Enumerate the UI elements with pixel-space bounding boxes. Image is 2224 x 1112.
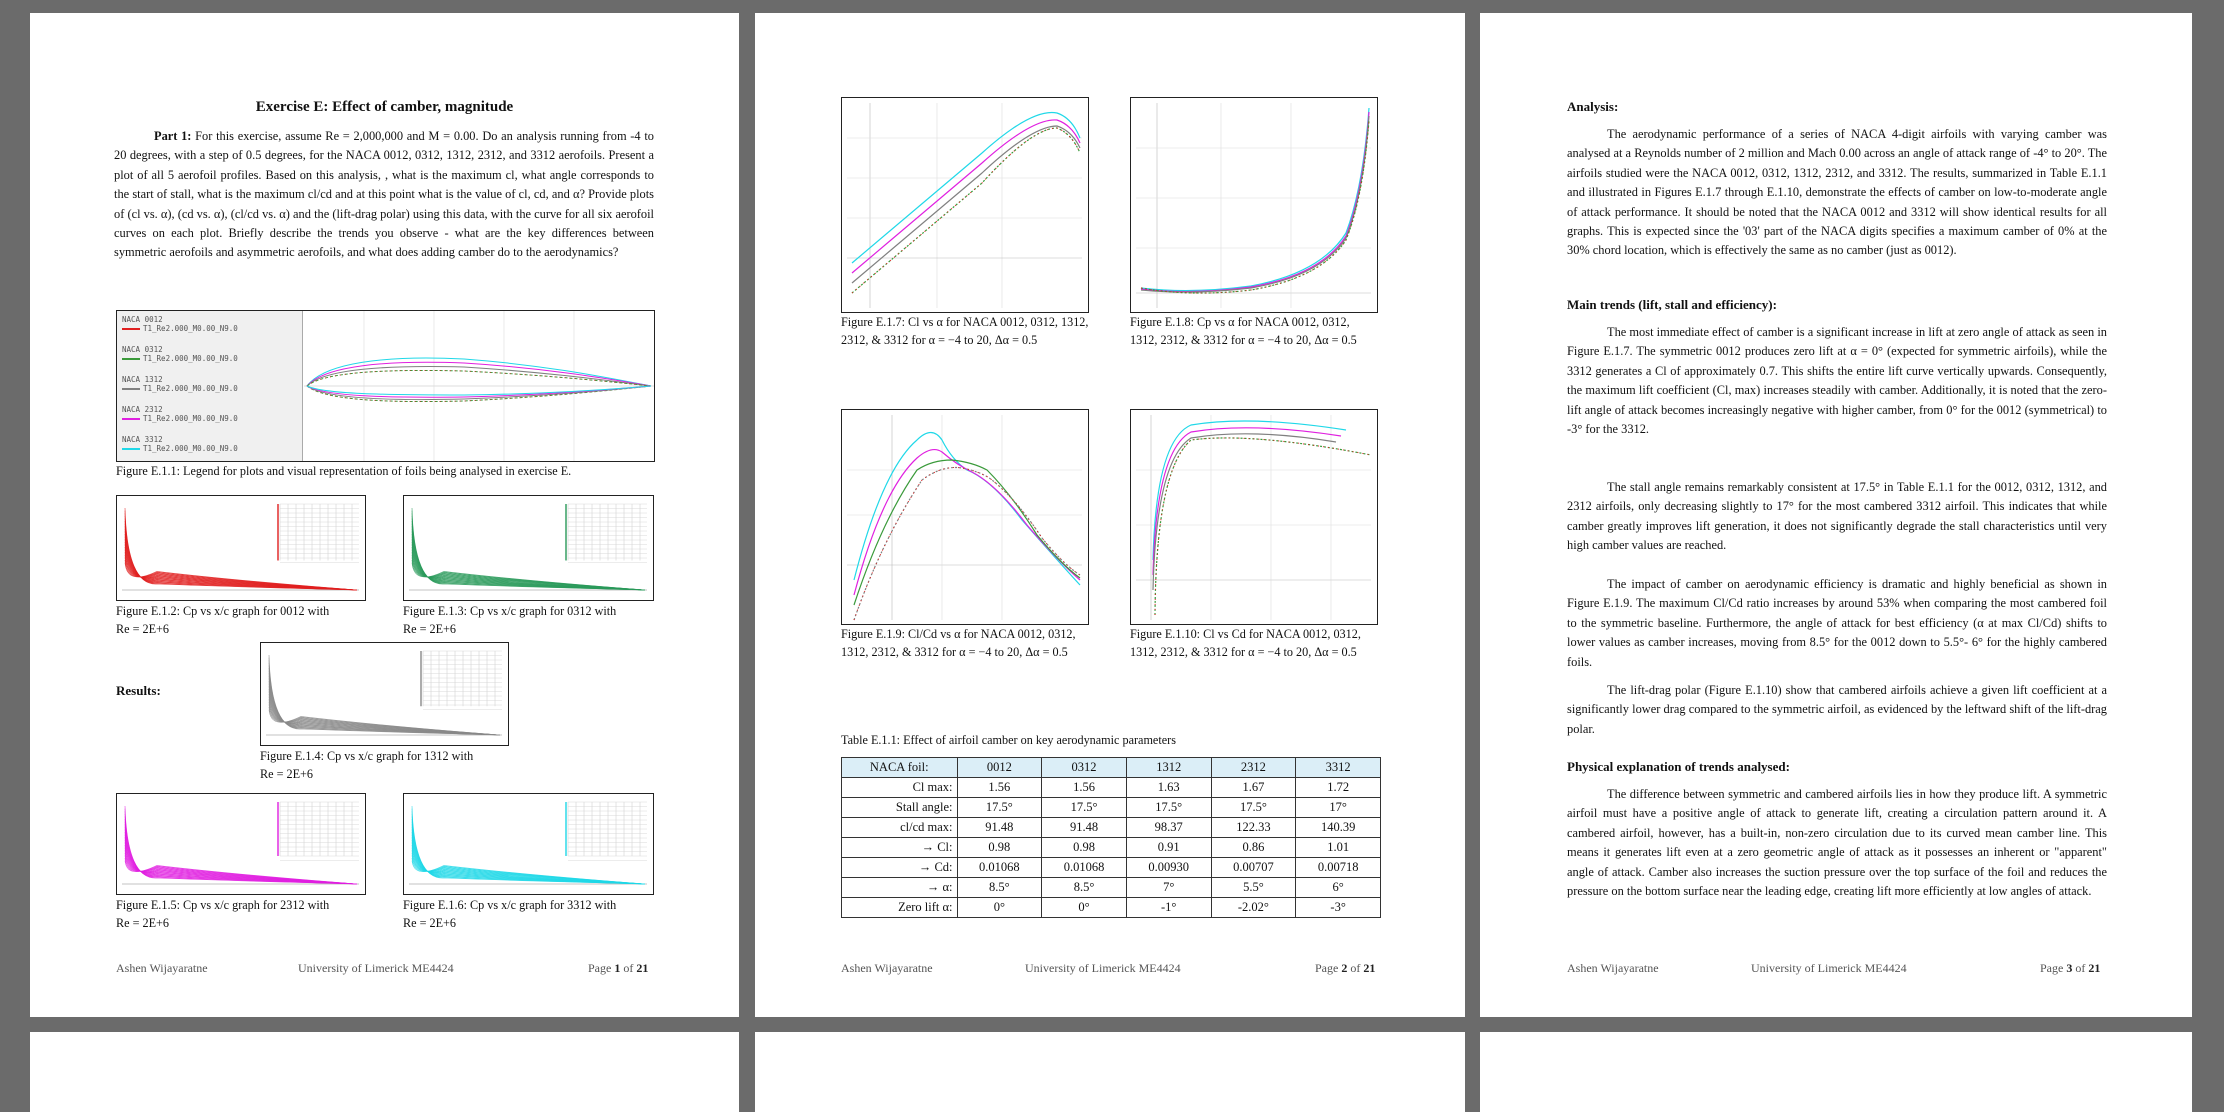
table-caption: Table E.1.1: Effect of airfoil camber on key aerodynamic parameters [841,733,1176,747]
legend-swatch [122,388,140,390]
legend-run-label: T1_Re2.000_M0.00_N9.0 [143,384,238,393]
cp-plot-0012 [116,495,366,601]
table-cell: 1.63 [1126,778,1211,798]
figure-e13-caption-line2: Re = 2E+6 [403,622,457,636]
results-heading: Results: [116,683,161,698]
table-row [842,878,1381,898]
figure-e110-caption: Figure E.1.10: Cl vs Cd for NACA 0012, 0312, 1312, 2312, & 3312 for α = −4 to 20, Δα = 0.5 [1130,627,1361,659]
part1-paragraph [114,127,654,263]
figure-e15-caption-line2: Re = 2E+6 [116,916,170,930]
cp-plot-3312 [403,793,654,895]
table-row [842,798,1381,818]
table-cell: 17.5° [1211,798,1296,818]
cp-plot-1312 [260,642,509,746]
legend-foil-name: NACA 0312 [122,345,163,354]
table-cell: 1.56 [957,778,1042,798]
table-cell: 0.00930 [1126,858,1211,878]
table-cell: 98.37 [1126,818,1211,838]
legend-foil-name: NACA 1312 [122,375,163,384]
legend-foil-name: NACA 2312 [122,405,163,414]
figure-e18-caption: Figure E.1.8: Cp vs α for NACA 0012, 0312, 1312, 2312, & 3312 for α = −4 to 20, Δα = 0.5 [1130,315,1357,347]
trends-paragraph-2: The stall angle remains remarkably consistent at 17.5° in Table E.1.1 for the 0012, 0312, 1312, and 2312 airfoils, only decreasing slightly to 17° for the most cambered 3312 airfoil. This indicates that while camber greatly improves lift generation, it does not significantly degrade the stall characteristics until very high camber values are reached. [1567,480,2107,553]
table-cell: 0.00718 [1296,858,1381,878]
figure-e11-caption: Figure E.1.1: Legend for plots and visual representation of foils being analysed in exercise E. [116,464,572,478]
legend-swatch [122,358,140,360]
table-header-row [842,758,1381,778]
document-page-6-partial [1480,1032,2192,1112]
figure-e19-caption: Figure E.1.9: Cl/Cd vs α for NACA 0012, 0312, 1312, 2312, & 3312 for α = −4 to 20, Δα = 0.5 [841,627,1076,659]
legend-run-entry [122,414,238,423]
table-cell: 17.5° [1042,798,1127,818]
page-title: Exercise E: Effect of camber, magnitude [255,99,514,115]
table-cell: 8.5° [957,878,1042,898]
table-row [842,898,1381,918]
figure-e13-caption-line1: Figure E.1.3: Cp vs x/c graph for 0312 with [403,604,617,618]
table-cell: -3° [1296,898,1381,918]
table-cell: 0.01068 [957,858,1042,878]
table-cell: 0.91 [1126,838,1211,858]
document-page-3 [1480,13,2192,1017]
legend-panel [117,311,303,461]
cd-alpha-plot [1130,97,1378,313]
trends-heading: Main trends (lift, stall and efficiency): [1567,297,1777,312]
table-cell: 3312 [1296,758,1381,778]
table-row [842,778,1381,798]
table-cell: 1.72 [1296,778,1381,798]
table-row-label: Zero lift α: [842,898,958,918]
legend-swatch [122,448,140,450]
foil-legend-figure [116,310,655,462]
table-row [842,818,1381,838]
table-row-label: cl/cd max: [842,818,958,838]
trends-paragraph-3: The impact of camber on aerodynamic efficiency is dramatic and highly beneficial as shown in Figure E.1.9. The maximum Cl/Cd ratio increases by around 53% when comparing the most cambered foil to the symmetric baseline. Furthermore, the angle of attack for best efficiency (α at max Cl/Cd) shifts to lower values as camber increases, moving from 8.5° for the 0012 down to 5.5°- 6° for the highly cambered foils. [1567,577,2107,669]
table-cell: 91.48 [1042,818,1127,838]
physical-paragraph: The difference between symmetric and cambered airfoils lies in how they produce lift. A symmetric airfoil must have a positive angle of attack to generate lift, creating a circulation pattern around it. A cambered airfoil, however, has a built-in, non-zero circulation due to its curved mean camber line. This means it generates lift even at a zero geometric angle of attack as it possesses an inherent or "apparent" angle of attack. Camber also increases the suction pressure over the top surface of the foil and reduces the pressure on the bottom surface near the leading edge, creating lift more efficiently at low angles of attack. [1567,787,2107,899]
legend-swatch [122,328,140,330]
table-row-label: Stall angle: [842,798,958,818]
figure-e15-caption-line1: Figure E.1.5: Cp vs x/c graph for 2312 with [116,898,330,912]
lift-drag-polar-plot [1130,409,1378,625]
legend-run-label: T1_Re2.000_M0.00_N9.0 [143,354,238,363]
footer-course: University of Limerick ME4424 [1751,961,1907,975]
document-page-2 [755,13,1465,1017]
table-cell: -2.02° [1211,898,1296,918]
footer-author: Ashen Wijayaratne [116,961,208,975]
table-cell: 0° [1042,898,1127,918]
table-cell: 17° [1296,798,1381,818]
table-cell: 7° [1126,878,1211,898]
aero-parameters-table [841,757,1381,918]
footer-course: University of Limerick ME4424 [298,961,454,975]
figure-e12-caption-line2: Re = 2E+6 [116,622,170,636]
table-cell: 1.56 [1042,778,1127,798]
table-cell: 1312 [1126,758,1211,778]
table-cell: 0.01068 [1042,858,1127,878]
physical-heading: Physical explanation of trends analysed: [1567,759,1790,774]
table-cell: 1.67 [1211,778,1296,798]
table-cell: 17.5° [957,798,1042,818]
table-row-label: → α: [842,878,958,898]
figure-e14-caption-line1: Figure E.1.4: Cp vs x/c graph for 1312 with [260,749,474,763]
footer-author: Ashen Wijayaratne [1567,961,1659,975]
table-cell: 17.5° [1126,798,1211,818]
trends-paragraph-4: The lift-drag polar (Figure E.1.10) show that cambered airfoils achieve a given lift coefficient at a significantly lower drag compared to the symmetric airfoil, as evidenced by the leftward shift of the lift-drag polar. [1567,683,2107,736]
footer-page-number: Page 2 of 21 [1315,961,1376,975]
table-cell: 140.39 [1296,818,1381,838]
table-cell: 0012 [957,758,1042,778]
part1-text: For this exercise, assume Re = 2,000,000 and M = 0.00. Do an analysis running from -4 to 20 degrees, with a step of 0.5 degrees, for the NACA 0012, 0312, 1312, 2312, and 3312 aerofoils. Present a plot of all 5 aerofoil profiles. Based on this analysis, , what is the maximum cl, what angle corresponds to the start of stall, what is the maximum cl/cd and at this point what is the value of cl, cd, and α? Provide plots of (cl vs. α), (cd vs. α), (cl/cd vs. α) and the (lift-drag polar) using this data, with the curve for all six aerofoil curves on each plot. Briefly describe the trends you observe - what are the key differences between symmetric aerofoils and asymmetric aerofoils, and what does adding camber do to the aerodynamics? [114,129,654,260]
footer-page-number: Page 3 of 21 [2040,961,2101,975]
figure-e14-caption [260,747,510,783]
legend-run-entry [122,354,238,363]
table-cell: 2312 [1211,758,1296,778]
trends-paragraph-1: The most immediate effect of camber is a significant increase in lift at zero angle of attack as seen in Figure E.1.7. The symmetric 0012 produces zero lift at α = 0° (expected for symmetric airfoils), while the 3312 generates a Cl of approximately 0.7. This shifts the entire lift curve vertically upwards. Consequently, the maximum lift coefficient (Cl, max) increases steadily with camber. Additionally, it is noted that the zero-lift angle of attack becomes increasingly negative with higher camber, from 0° for the 0012 (symmetrical) to -3° for the 3312. [1567,325,2107,437]
legend-run-label: T1_Re2.000_M0.00_N9.0 [143,444,238,453]
legend-run-entry [122,444,238,453]
table-cell: 0.98 [1042,838,1127,858]
figure-e16-caption-line2: Re = 2E+6 [403,916,457,930]
analysis-paragraph: The aerodynamic performance of a series of NACA 4-digit airfoils with varying camber was analysed at a Reynolds number of 2 million and Mach 0.00 across an angle of attack range of -4° to 20°. The airfoils studied were the NACA 0012, 0312, 1312, 2312, and 3312. The results, summarized in Table E.1.1 and illustrated in Figures E.1.7 through E.1.10, demonstrate the effects of camber on low-to-moderate angle of attack performance. It should be noted that the NACA 0012 and 3312 will show identical results for all graphs. This is expected since the '03' part of the NACA digits specifies a maximum camber of 0% at the 30% chord location, which is effectively the same as no camber (just as 0012). [1567,127,2107,258]
table-cell: -1° [1126,898,1211,918]
table-cell: 0.00707 [1211,858,1296,878]
table-row-label: → Cl: [842,838,958,858]
figure-e12-caption-line1: Figure E.1.2: Cp vs x/c graph for 0012 with [116,604,330,618]
cl-alpha-plot [841,97,1089,313]
analysis-heading: Analysis: [1567,99,1619,114]
legend-run-entry [122,324,238,333]
figure-e16-caption-line1: Figure E.1.6: Cp vs x/c graph for 3312 with [403,898,617,912]
table-cell: 122.33 [1211,818,1296,838]
legend-swatch [122,418,140,420]
legend-foil-name: NACA 0012 [122,315,163,324]
footer-course: University of Limerick ME4424 [1025,961,1181,975]
document-page-4-partial [30,1032,739,1112]
table-cell: 5.5° [1211,878,1296,898]
table-cell: 0312 [1042,758,1127,778]
footer-author: Ashen Wijayaratne [841,961,933,975]
legend-run-label: T1_Re2.000_M0.00_N9.0 [143,414,238,423]
table-cell: 0° [957,898,1042,918]
document-page-1 [30,13,739,1017]
legend-foil-name: NACA 3312 [122,435,163,444]
cp-plot-2312 [116,793,366,895]
legend-run-label: T1_Re2.000_M0.00_N9.0 [143,324,238,333]
figure-e13-caption [403,602,653,638]
figure-e12-caption [116,602,366,638]
table-row-label: → Cd: [842,858,958,878]
foil-profiles-plot [304,311,654,461]
table-cell: 0.98 [957,838,1042,858]
part1-lead: Part 1: [154,129,192,143]
document-page-5-partial [755,1032,1465,1112]
table-cell: 8.5° [1042,878,1127,898]
table-row [842,838,1381,858]
table-row-label: NACA foil: [842,758,958,778]
clcd-alpha-plot [841,409,1089,625]
figure-e15-caption [116,896,366,932]
footer-page-number: Page 1 of 21 [588,961,649,975]
table-row-label: Cl max: [842,778,958,798]
figure-e16-caption [403,896,653,932]
table-cell: 6° [1296,878,1381,898]
figure-e14-caption-line2: Re = 2E+6 [260,767,314,781]
legend-run-entry [122,384,238,393]
table-cell: 91.48 [957,818,1042,838]
table-cell: 1.01 [1296,838,1381,858]
table-cell: 0.86 [1211,838,1296,858]
cp-plot-0312 [403,495,654,601]
table-row [842,858,1381,878]
figure-e17-caption: Figure E.1.7: Cl vs α for NACA 0012, 0312, 1312, 2312, & 3312 for α = −4 to 20, Δα = 0.5 [841,315,1089,347]
